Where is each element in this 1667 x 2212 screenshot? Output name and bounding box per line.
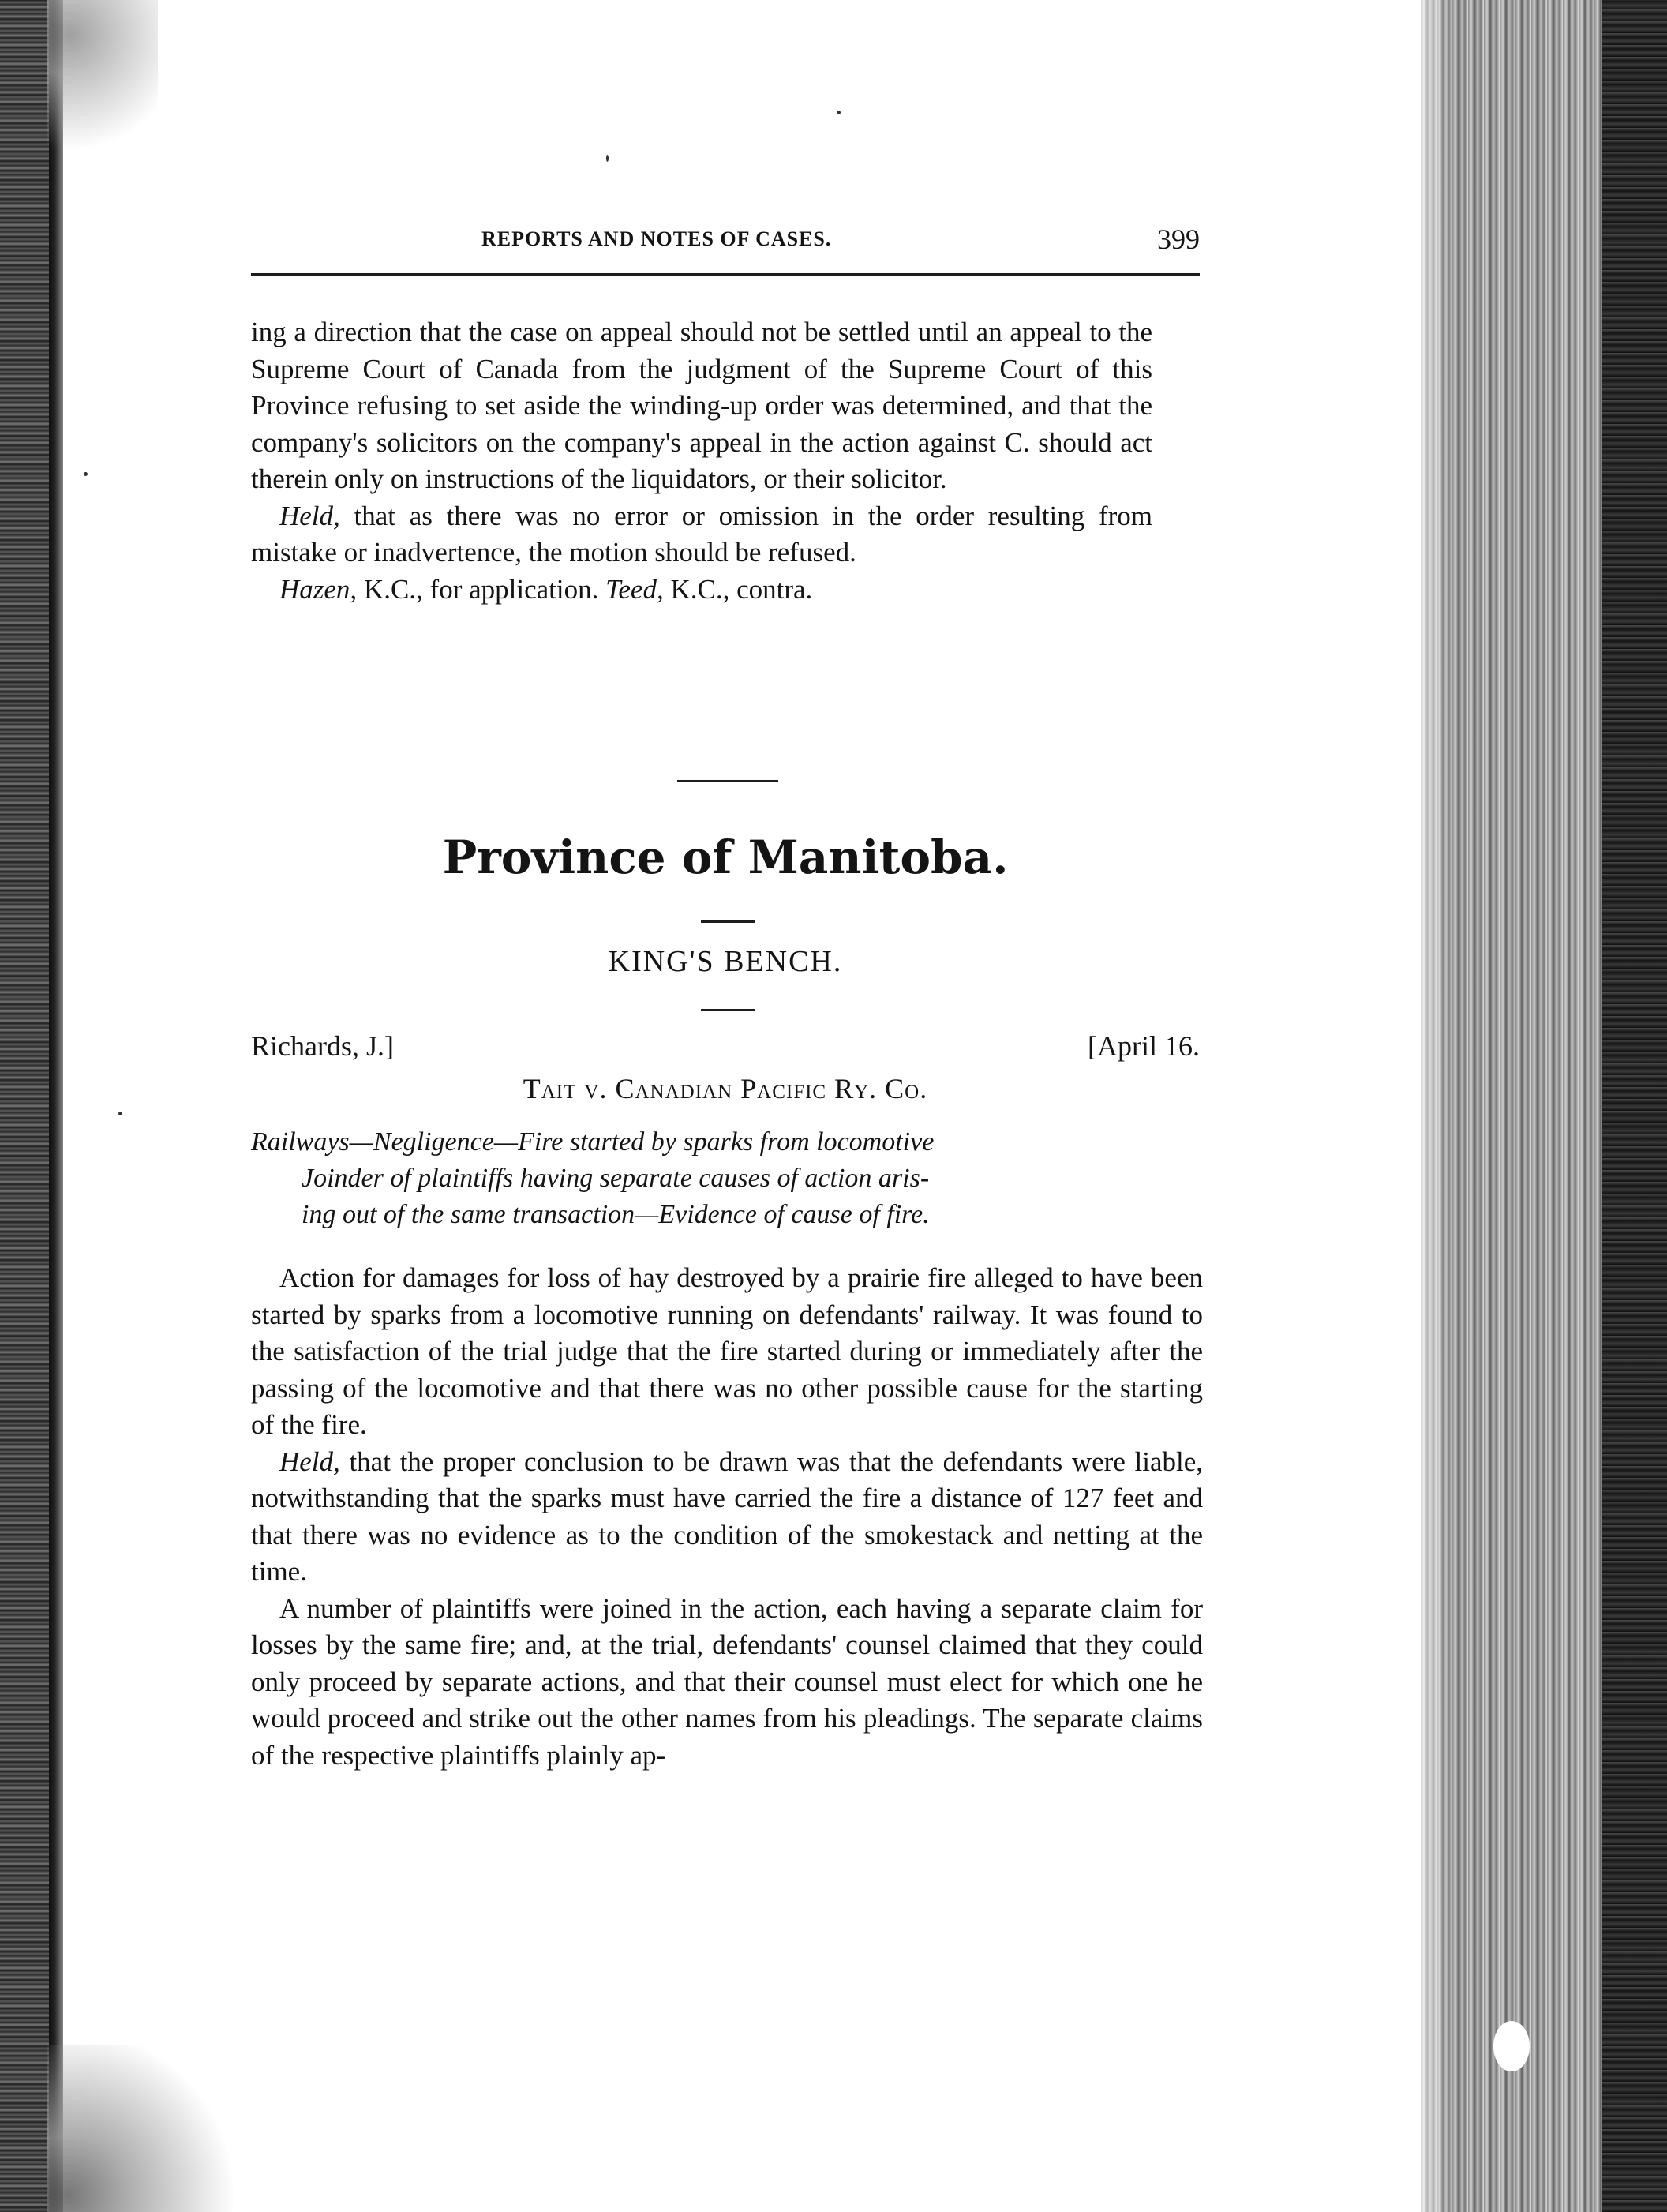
decision-date: [April 16. <box>1088 1030 1200 1062</box>
counsel-line <box>251 572 1152 609</box>
headnote <box>251 1124 1200 1233</box>
continued-report <box>251 314 1152 608</box>
held-lead: Held, <box>279 500 340 531</box>
running-head: REPORTS AND NOTES OF CASES. <box>481 227 832 250</box>
paragraph: A number of plaintiffs were joined in the action, each having a separate claim for losses by the same fire; and, at the trial, defendants' counsel claimed that they could only proceed by separate actions, and that their counsel must elect for which one he would proceed and strike out the other names from his pleadings. The separate claims of the respective plaintiffs plainly ap- <box>251 1592 1203 1771</box>
counsel-name: Teed, <box>605 573 664 605</box>
case-report <box>251 1260 1203 1774</box>
counsel-role: K.C., contra. <box>663 573 813 605</box>
section-separator-rule <box>677 780 778 782</box>
headnote-line: ing out of the same transaction—Evidence of cause of fire. <box>302 1200 930 1229</box>
title-rule <box>701 920 755 923</box>
scan-speck <box>837 111 841 114</box>
counsel-role: K.C., for application. <box>357 573 606 605</box>
section-title: Province of Manitoba. <box>442 830 1009 884</box>
scan-right-dark-band <box>1602 0 1667 2212</box>
scan-speck <box>606 155 609 162</box>
court-rule <box>701 1009 755 1011</box>
held-text: that the proper conclusion to be drawn was that the defendants were liable, notwithstanding that the sparks must have carried the fire a distance of 127 feet and that there was no evidence as to the condition of the smokestack and netting at the time. <box>251 1445 1203 1587</box>
held-text: that as there was no error or omission in the order resulting from mistake or inadvertence, the motion should be refused. <box>251 500 1152 568</box>
held-lead: Held, <box>279 1445 340 1477</box>
scan-speck <box>118 1112 122 1115</box>
page-number: 399 <box>1157 223 1200 255</box>
header-rule <box>251 273 1200 276</box>
scan-speck <box>84 472 88 476</box>
scan-left-shadow <box>49 0 63 2212</box>
paragraph <box>251 1444 1203 1591</box>
scan-right-fade <box>1405 0 1452 2212</box>
scan-blob <box>1493 2021 1530 2071</box>
page-header <box>251 223 1200 264</box>
case-name: Tait v. Canadian Pacific Ry. Co. <box>523 1073 928 1104</box>
headnote-line: Joinder of plaintiffs having separate causes of action aris- <box>302 1164 930 1193</box>
court-heading: KING'S BENCH. <box>608 945 843 978</box>
scan-noise-top-left <box>47 0 158 174</box>
scan-left-edge <box>0 0 49 2212</box>
judge: Richards, J.] <box>251 1030 394 1062</box>
paragraph: Action for damages for loss of hay destroyed by a prairie fire alleged to have been started by sparks from a locomotive running on defendants' railway. It was found to the satisfaction of the trial judge that the fire started during or immediately after the passing of the locomotive and that there was no other possible cause for the starting of the fire. <box>251 1262 1203 1440</box>
paragraph: ing a direction that the case on appeal should not be settled until an appeal to the Supreme Court of Canada from the judgment of the Supreme Court of this Province refusing to set aside the winding-up order was determined, and that the company's solicitors on the company's appeal in the action against C. should act therein only on instructions of the liquidators, or their solicitor. <box>251 317 1152 494</box>
paragraph <box>251 498 1152 572</box>
scan-noise-bottom-left <box>47 2045 253 2212</box>
counsel-name: Hazen, <box>279 573 358 605</box>
headnote-line: Railways—Negligence—Fire started by sparks from locomotive <box>251 1127 935 1157</box>
